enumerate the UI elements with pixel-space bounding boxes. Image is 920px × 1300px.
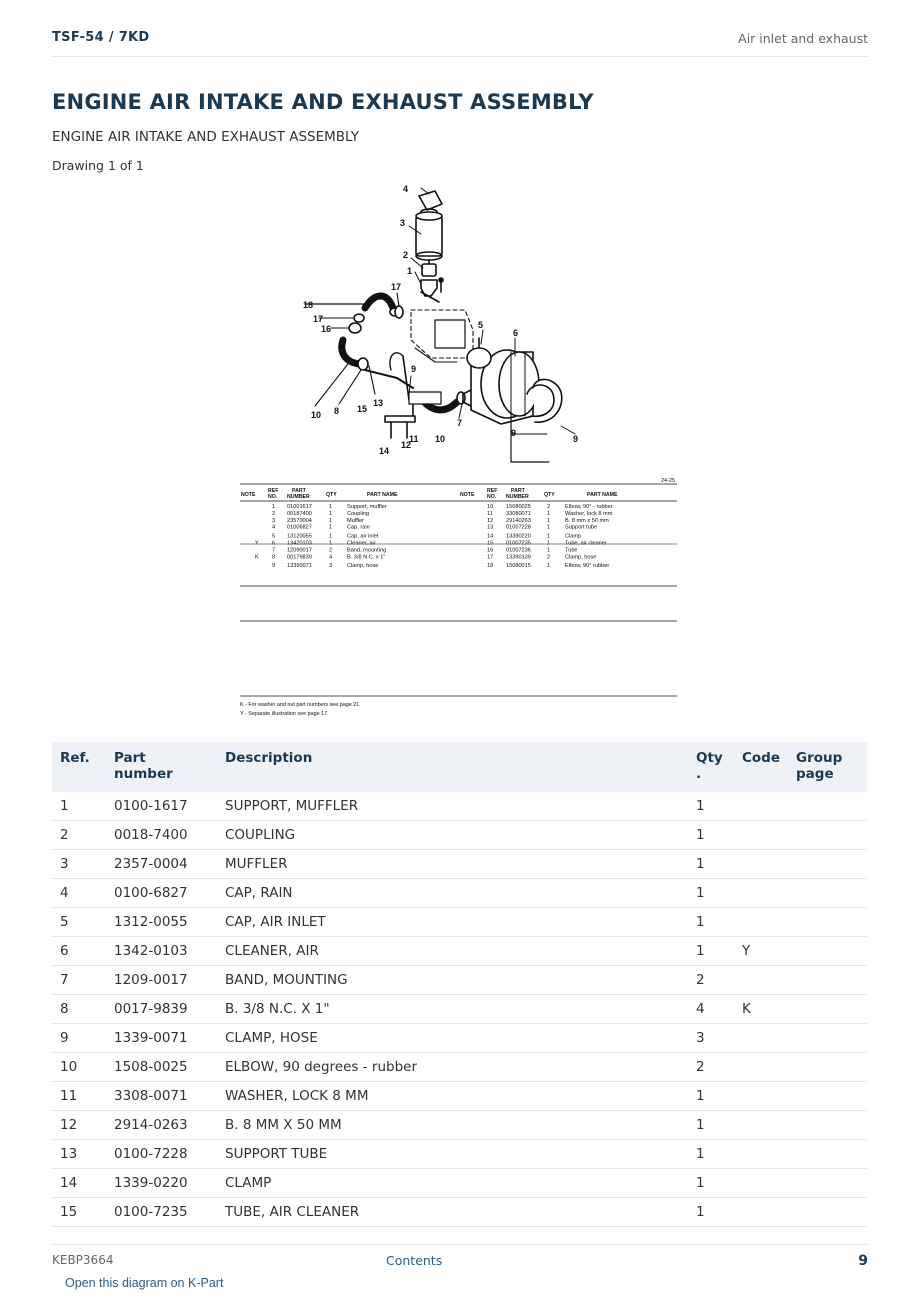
exploded-diagram xyxy=(235,180,685,725)
callout-12: 12 xyxy=(401,440,412,450)
table-row xyxy=(52,879,867,908)
table-row xyxy=(52,1053,867,1082)
cell-description: CLEANER, AIR xyxy=(217,937,688,966)
legend-cell: 15080025 xyxy=(506,504,531,510)
legend-cell: 11 xyxy=(487,510,493,517)
svg-text:PART: PART xyxy=(511,488,525,494)
callout-1: 1 xyxy=(407,266,413,276)
cell-code xyxy=(734,1169,788,1198)
col-code: Code xyxy=(734,742,788,792)
cell-part-number: 0100-6827 xyxy=(106,879,217,908)
col-qty: Qty . xyxy=(688,742,734,792)
cell-part-number: 3308-0071 xyxy=(106,1082,217,1111)
legend-headers xyxy=(241,488,618,500)
table-row xyxy=(52,850,867,879)
cell-qty: 1 xyxy=(688,937,734,966)
cell-code: Y xyxy=(734,937,788,966)
legend-cell: Elbow, 90° rubber xyxy=(565,563,610,570)
parts-table-header xyxy=(52,742,867,792)
legend-cell: 1 xyxy=(547,563,551,570)
cell-ref: 9 xyxy=(52,1024,106,1053)
legend-cell: B. 3/8 N.C. x 1" xyxy=(347,554,386,561)
cell-qty: 1 xyxy=(688,879,734,908)
legend-cell: 2 xyxy=(272,510,276,517)
cell-qty: 2 xyxy=(688,1053,734,1082)
callout-14: 13 xyxy=(373,398,384,408)
legend-cell: Support tube xyxy=(565,524,598,531)
legend-cell: 16 xyxy=(487,547,494,554)
cell-group-page xyxy=(788,850,867,879)
page-subtitle: ENGINE AIR INTAKE AND EXHAUST ASSEMBLY xyxy=(52,129,360,145)
callout-9a: 9 xyxy=(411,364,417,374)
cell-ref: 4 xyxy=(52,879,106,908)
cell-part-number: 1209-0017 xyxy=(106,966,217,995)
cell-group-page xyxy=(788,1140,867,1169)
callout-16: 16 xyxy=(321,324,332,334)
cell-qty: 1 xyxy=(688,821,734,850)
legend-cell: 2 xyxy=(547,504,551,510)
callout-15: 15 xyxy=(357,404,368,414)
col-description: Description xyxy=(217,742,688,792)
callout-10a: 10 xyxy=(311,410,322,420)
svg-text:QTY: QTY xyxy=(326,492,337,498)
legend-cell: Cap, air inlet xyxy=(347,533,379,540)
col-ref: Ref. xyxy=(52,742,106,792)
cell-description: ELBOW, 90 degrees - rubber xyxy=(217,1053,688,1082)
cell-ref: 8 xyxy=(52,995,106,1024)
table-row xyxy=(52,1140,867,1169)
callout-4: 4 xyxy=(403,184,409,194)
callout-8: 9 xyxy=(511,428,517,438)
cell-ref: 11 xyxy=(52,1082,106,1111)
legend-cell: 01007228 xyxy=(506,524,531,531)
svg-text:NOTE: NOTE xyxy=(241,492,256,498)
legend-cell: Y xyxy=(255,540,259,547)
legend-cell: 7 xyxy=(272,547,276,554)
legend-cell: 1 xyxy=(329,510,333,517)
cell-description: SUPPORT TUBE xyxy=(217,1140,688,1169)
cell-description: B. 8 MM X 50 MM xyxy=(217,1111,688,1140)
table-row xyxy=(52,937,867,966)
legend-cell: 17 xyxy=(487,554,494,561)
callout-13: 14 xyxy=(379,446,390,456)
legend-cell: 3 xyxy=(329,563,333,570)
legend-table xyxy=(240,478,677,717)
legend-cell: 6 xyxy=(272,540,276,547)
callout-9c: 7 xyxy=(457,418,463,428)
diagram-drawing xyxy=(305,188,575,462)
diagram-svg xyxy=(235,180,685,725)
cell-ref: 12 xyxy=(52,1111,106,1140)
cell-part-number: 0017-9839 xyxy=(106,995,217,1024)
parts-table xyxy=(52,742,867,1227)
cell-description: CAP, AIR INLET xyxy=(217,908,688,937)
legend-cell: 1 xyxy=(329,524,333,531)
cell-group-page xyxy=(788,821,867,850)
table-row xyxy=(52,966,867,995)
legend-cell: 1 xyxy=(329,540,333,547)
kpart-link[interactable]: Open this diagram on K-Part xyxy=(65,1276,224,1290)
legend-cell: Cleaner, air xyxy=(347,540,376,547)
svg-text:QTY: QTY xyxy=(544,492,555,498)
table-row xyxy=(52,908,867,937)
legend-cell: Support, muffler xyxy=(347,504,387,510)
legend-cell: Band, mounting xyxy=(347,547,387,554)
cell-code xyxy=(734,1111,788,1140)
cell-code xyxy=(734,1082,788,1111)
table-row xyxy=(52,1111,867,1140)
legend-note-k: K - For washer and nut part numbers see page 21. xyxy=(240,702,361,708)
svg-text:NO.: NO. xyxy=(487,494,497,500)
cell-code xyxy=(734,966,788,995)
cell-ref: 5 xyxy=(52,908,106,937)
legend-cell: 13120055 xyxy=(287,533,312,540)
cell-part-number: 2914-0263 xyxy=(106,1111,217,1140)
cell-qty: 1 xyxy=(688,908,734,937)
page-title: ENGINE AIR INTAKE AND EXHAUST ASSEMBLY xyxy=(52,90,594,114)
callout-2: 2 xyxy=(403,250,409,260)
cell-qty: 1 xyxy=(688,1169,734,1198)
cell-code xyxy=(734,1140,788,1169)
cell-group-page xyxy=(788,937,867,966)
callout-11: 11 xyxy=(409,434,419,444)
cell-group-page xyxy=(788,792,867,821)
legend-cell: 13390220 xyxy=(506,533,531,540)
cell-group-page xyxy=(788,1082,867,1111)
cell-code xyxy=(734,792,788,821)
drawing-label: Drawing 1 of 1 xyxy=(52,158,144,173)
callout-3: 3 xyxy=(400,218,406,228)
legend-cell: 3 xyxy=(272,517,276,524)
cell-qty: 2 xyxy=(688,966,734,995)
legend-cell: B. 8 mm x 50 mm xyxy=(565,517,609,524)
legend-cell: 1 xyxy=(272,504,276,510)
legend-cell: 1 xyxy=(547,517,551,524)
cell-group-page xyxy=(788,1169,867,1198)
cell-ref: 10 xyxy=(52,1053,106,1082)
legend-cell: 8 xyxy=(272,554,276,561)
callout-10b: 10 xyxy=(435,434,446,444)
cell-group-page xyxy=(788,1198,867,1227)
cell-description: CAP, RAIN xyxy=(217,879,688,908)
legend-cell: 9 xyxy=(272,563,276,570)
page-header xyxy=(52,28,868,57)
cell-code xyxy=(734,1053,788,1082)
cell-description: COUPLING xyxy=(217,821,688,850)
legend-cell: 13390139 xyxy=(506,554,531,561)
legend-cell: Clamp, hose xyxy=(565,554,597,561)
cell-part-number: 0018-7400 xyxy=(106,821,217,850)
legend-cell: Tube xyxy=(565,547,578,554)
table-row xyxy=(52,1169,867,1198)
cell-group-page xyxy=(788,1111,867,1140)
legend-cell: 29140263 xyxy=(506,517,531,524)
legend-cell: 01007235 xyxy=(506,540,531,547)
svg-text:NUMBER: NUMBER xyxy=(506,494,529,500)
cell-description: TUBE, AIR CLEANER xyxy=(217,1198,688,1227)
table-row xyxy=(52,792,867,821)
svg-text:REF: REF xyxy=(487,488,498,494)
legend-cell: 15 xyxy=(487,540,494,547)
legend-cell: 10 xyxy=(487,504,494,510)
cell-description: CLAMP, HOSE xyxy=(217,1024,688,1053)
cell-part-number: 0100-7235 xyxy=(106,1198,217,1227)
legend-cell: 12 xyxy=(487,517,494,524)
table-row xyxy=(52,821,867,850)
legend-cell: 00179839 xyxy=(287,554,312,561)
legend-cell: 18 xyxy=(487,563,494,570)
cell-qty: 4 xyxy=(688,995,734,1024)
contents-link[interactable]: Contents xyxy=(386,1253,443,1268)
cell-code xyxy=(734,908,788,937)
table-row xyxy=(52,1082,867,1111)
cell-part-number: 2357-0004 xyxy=(106,850,217,879)
page-number: 9 xyxy=(858,1253,868,1269)
cell-code xyxy=(734,850,788,879)
cell-part-number: 1312-0055 xyxy=(106,908,217,937)
cell-ref: 15 xyxy=(52,1198,106,1227)
cell-ref: 13 xyxy=(52,1140,106,1169)
legend-cell: 1 xyxy=(547,533,551,540)
legend-cell: 33080071 xyxy=(506,510,531,517)
legend-cell: Clamp, hose xyxy=(347,563,379,570)
cell-ref: 3 xyxy=(52,850,106,879)
svg-text:NO.: NO. xyxy=(268,494,278,500)
table-row xyxy=(52,995,867,1024)
table-row xyxy=(52,1024,867,1053)
cell-code xyxy=(734,879,788,908)
cell-description: BAND, MOUNTING xyxy=(217,966,688,995)
cell-part-number: 1342-0103 xyxy=(106,937,217,966)
cell-code xyxy=(734,1024,788,1053)
svg-text:PART: PART xyxy=(292,488,306,494)
legend-cell: Cap, rain xyxy=(347,524,370,531)
legend-cell: Tube, air cleaner xyxy=(565,540,607,547)
legend-cell: 00187400 xyxy=(287,510,312,517)
cell-description: WASHER, LOCK 8 MM xyxy=(217,1082,688,1111)
legend-cell: Muffler xyxy=(347,517,364,524)
cell-qty: 1 xyxy=(688,1140,734,1169)
legend-cell: 15080015 xyxy=(506,563,531,570)
callout-6: 6 xyxy=(513,328,519,338)
legend-cell: 01007236 xyxy=(506,547,531,554)
callout-17b: 17 xyxy=(313,314,324,324)
cell-qty: 1 xyxy=(688,792,734,821)
cell-ref: 2 xyxy=(52,821,106,850)
callout-17a: 17 xyxy=(391,282,402,292)
cell-code xyxy=(734,1198,788,1227)
cell-part-number: 1339-0220 xyxy=(106,1169,217,1198)
callout-7: 9 xyxy=(573,434,579,444)
legend-cell: 1 xyxy=(329,533,333,540)
legend-cell: 01001617 xyxy=(287,504,312,510)
model-label: TSF-54 / 7KD xyxy=(52,30,150,45)
cell-description: SUPPORT, MUFFLER xyxy=(217,792,688,821)
legend-cell: 2 xyxy=(329,547,333,554)
cell-part-number: 1508-0025 xyxy=(106,1053,217,1082)
col-group-page: Group page xyxy=(788,742,867,792)
legend-cell: 13390071 xyxy=(287,563,312,570)
cell-part-number: 1339-0071 xyxy=(106,1024,217,1053)
cell-group-page xyxy=(788,879,867,908)
table-row xyxy=(52,1198,867,1227)
cell-ref: 7 xyxy=(52,966,106,995)
cell-qty: 1 xyxy=(688,1111,734,1140)
cell-part-number: 0100-7228 xyxy=(106,1140,217,1169)
callout-9b: 8 xyxy=(334,406,340,416)
legend-cell: Coupling xyxy=(347,510,370,517)
cell-ref: 6 xyxy=(52,937,106,966)
cell-group-page xyxy=(788,908,867,937)
legend-cell: 1 xyxy=(547,510,551,517)
legend-cell: 5 xyxy=(272,533,276,540)
col-part-number: Part number xyxy=(106,742,217,792)
cell-qty: 3 xyxy=(688,1024,734,1053)
svg-text:NOTE: NOTE xyxy=(460,492,475,498)
legend-cell: Washer, lock 8 mm xyxy=(565,510,613,517)
callout-18: 18 xyxy=(303,300,314,310)
svg-text:REF: REF xyxy=(268,488,279,494)
legend-note-y: Y - Separate illustration see page 17. xyxy=(240,711,329,717)
svg-text:PART NAME: PART NAME xyxy=(367,492,398,498)
cell-qty: 1 xyxy=(688,850,734,879)
cell-group-page xyxy=(788,1053,867,1082)
cell-part-number: 0100-1617 xyxy=(106,792,217,821)
cell-code: K xyxy=(734,995,788,1024)
cell-ref: 14 xyxy=(52,1169,106,1198)
legend-cell: Elbow, 90° - rubber xyxy=(565,504,613,510)
legend-cell: 1 xyxy=(547,540,551,547)
cell-description: MUFFLER xyxy=(217,850,688,879)
cell-qty: 1 xyxy=(688,1198,734,1227)
legend-cell: 2 xyxy=(547,554,551,561)
cell-group-page xyxy=(788,995,867,1024)
legend-cell: 12090017 xyxy=(287,547,312,554)
legend-cell: Clamp xyxy=(565,533,582,540)
cell-description: B. 3/8 N.C. X 1" xyxy=(217,995,688,1024)
legend-cell: 13 xyxy=(487,524,494,531)
section-label: Air inlet and exhaust xyxy=(738,31,868,46)
legend-cell: 1 xyxy=(329,504,333,510)
parts-table-body xyxy=(52,792,867,1227)
page-footer xyxy=(52,1244,868,1275)
legend-cell: 13420103 xyxy=(287,540,312,547)
legend-rows xyxy=(255,504,613,569)
legend-cell: 23570004 xyxy=(287,517,312,524)
doc-id: KEBP3664 xyxy=(52,1253,114,1267)
legend-cell: 14 xyxy=(487,533,494,540)
cell-ref: 1 xyxy=(52,792,106,821)
cell-qty: 1 xyxy=(688,1082,734,1111)
callout-5: 5 xyxy=(478,320,484,330)
page-ref: 24-25 xyxy=(661,478,676,484)
svg-text:NUMBER: NUMBER xyxy=(287,494,310,500)
svg-text:PART NAME: PART NAME xyxy=(587,492,618,498)
legend-cell: 1 xyxy=(329,517,333,524)
legend-cell: 01006827 xyxy=(287,524,312,531)
legend-cell: 1 xyxy=(547,547,551,554)
cell-description: CLAMP xyxy=(217,1169,688,1198)
legend-cell: K xyxy=(255,554,259,561)
cell-group-page xyxy=(788,1024,867,1053)
cell-code xyxy=(734,821,788,850)
cell-group-page xyxy=(788,966,867,995)
legend-cell: 4 xyxy=(329,554,333,561)
legend-cell: 4 xyxy=(272,524,276,531)
legend-cell: 1 xyxy=(547,524,551,531)
